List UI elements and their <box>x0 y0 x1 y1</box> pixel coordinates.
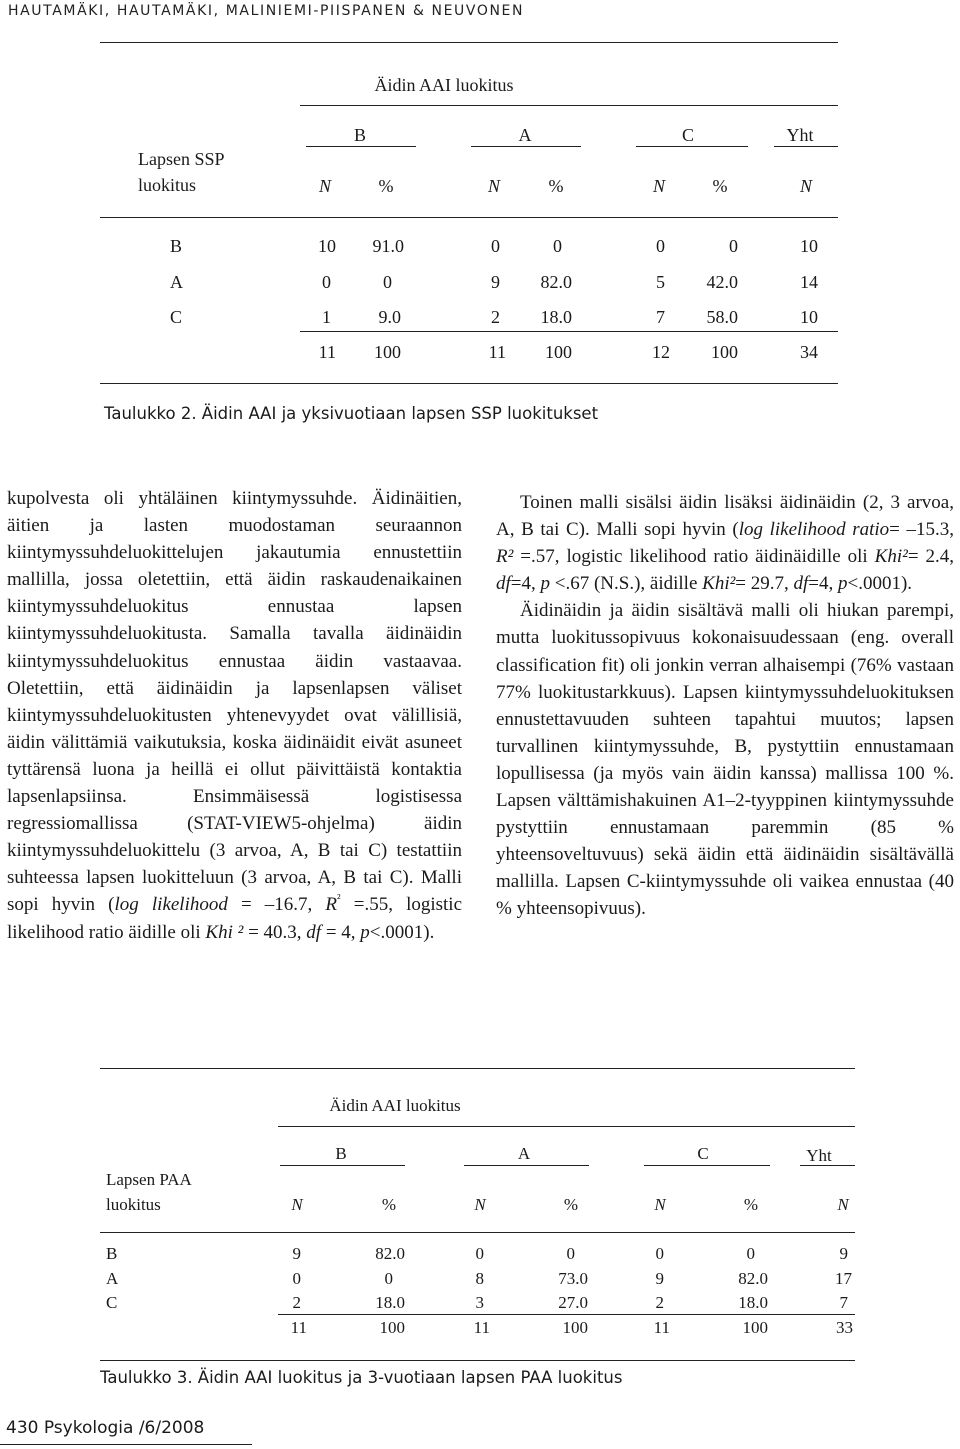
table3-row-header-line1: Lapsen PAA <box>106 1170 192 1189</box>
table-cell: 11 <box>473 1318 490 1337</box>
table-cell: 11 <box>488 342 506 362</box>
table-cell: 3 <box>475 1293 484 1312</box>
table-cell: 58.0 <box>706 307 738 327</box>
table2-subcol-n: N <box>487 176 501 196</box>
table2-group-a: A <box>518 125 532 145</box>
table-cell: 100 <box>711 342 738 362</box>
table-cell: 5 <box>656 272 665 292</box>
table-cell: 14 <box>800 272 818 292</box>
table-cell: 34 <box>800 342 818 362</box>
table-cell: 8 <box>475 1269 484 1288</box>
table2-group-c: C <box>681 125 695 145</box>
table3-row-label: B <box>106 1244 118 1263</box>
table-cell: 2 <box>292 1293 301 1312</box>
table2-subcol-pct: % <box>712 176 728 196</box>
table-cell: 82.0 <box>540 272 572 292</box>
table-cell: 17 <box>835 1269 852 1288</box>
table-cell: 11 <box>653 1318 670 1337</box>
table-cell: 82.0 <box>375 1244 405 1263</box>
table2-row-header-line2: luokitus <box>138 175 197 195</box>
table3-total-rule <box>278 1314 855 1315</box>
table3-subcol-pct: % <box>743 1195 759 1214</box>
table3-subcol-n: N <box>654 1195 666 1214</box>
table3-subcol-n: N <box>837 1195 849 1214</box>
table2-row-label: C <box>170 307 183 327</box>
table-cell: 0 <box>383 272 392 292</box>
table2-title: Äidin AAI luokitus <box>374 75 514 95</box>
table-cell: 0 <box>656 236 665 256</box>
table3-title-rule <box>278 1126 855 1127</box>
table-cell: 9 <box>655 1269 664 1288</box>
table3-subcol-n: N <box>474 1195 486 1214</box>
table-cell: 100 <box>545 342 572 362</box>
table-cell: 73.0 <box>558 1269 588 1288</box>
right-paragraph-1: Toinen malli sisälsi äidin lisäksi äidinäidin (2, 3 arvoa, A, B tai C). Malli sopi hyvin (log likelihood ratio= –15.3, R² =.57, logistic likelihood ratio äidinäidille oli Khi²= 2.4, df=4, p <.67 (N.S.), äidille Khi²= 29.7, df=4, p<.0001). <box>496 492 955 595</box>
table-cell: 10 <box>800 236 818 256</box>
table3-title: Äidin AAI luokitus <box>329 1096 461 1115</box>
right-paragraph-2: Äidinäidin ja äidin sisältävä malli oli hiukan parempi, mutta luokitussopivuus kokonaisuudessaan (eng. overall classification fit) oli jonkin verran alhaisempi (76% vastaan 77% luokitustarkkuus). Lapsen kiintymyssuhdeluokituksen ennustettavuuden suhteen tapahtui muutos; lapsen turvallinen kiintymyssuhde, B, pystyttiin ennustamaan lopullisessa (ja myös vain äidin kanssa) mallissa 100 %. Lapsen välttämishakuinen A1–2-tyyppinen kiintymyssuhde pystyttiin ennustamaan paremmin (85 % yhteensoveltuvuus) sekä äidin että äidinäidin sisältävällä mallilla. Lapsen C-kiintymyssuhde oli vaikea ennustaa (40 % yhteensopivuus). <box>496 600 954 920</box>
table2-row-header-line1: Lapsen SSP <box>138 149 225 169</box>
table-cell: 0 <box>322 272 331 292</box>
table-cell: 0 <box>655 1244 664 1263</box>
table-cell: 0 <box>553 236 562 256</box>
table2-subcol-n: N <box>652 176 666 196</box>
table3-row-label: C <box>106 1293 118 1312</box>
table-cell: 18.0 <box>375 1293 405 1312</box>
table-cell: 10 <box>800 307 818 327</box>
table-cell: 0 <box>566 1244 575 1263</box>
table3-row-header-line2: luokitus <box>106 1195 161 1214</box>
table3-caption: Taulukko 3. Äidin AAI luokitus ja 3-vuotiaan lapsen PAA luokitus <box>100 1368 623 1387</box>
table2-subcol-n: N <box>799 176 813 196</box>
table3-subcol-pct: % <box>563 1195 579 1214</box>
table2-caption: Taulukko 2. Äidin AAI ja yksivuotiaan lapsen SSP luokitukset <box>104 404 599 423</box>
table-cell: 10 <box>318 236 336 256</box>
table2-row-label: B <box>170 236 183 256</box>
table3-group-yht: Yht <box>806 1146 832 1165</box>
table-cell: 33 <box>836 1318 853 1337</box>
table-cell: 7 <box>656 307 665 327</box>
table2-group-yht: Yht <box>786 125 814 145</box>
table-cell: 0 <box>384 1269 393 1288</box>
table-cell: 9.0 <box>378 307 401 327</box>
table-cell: 2 <box>491 307 500 327</box>
table3-subcol-n: N <box>291 1195 303 1214</box>
table-cell: 11 <box>290 1318 307 1337</box>
table3-group-c: C <box>697 1144 709 1163</box>
table-cell: 9 <box>839 1244 848 1263</box>
table-cell: 0 <box>729 236 738 256</box>
table-cell: 100 <box>379 1318 405 1337</box>
table2-subcol-n: N <box>318 176 332 196</box>
table3-subcol-pct: % <box>381 1195 397 1214</box>
table3-group-b: B <box>335 1144 347 1163</box>
left-paragraph: kupolvesta oli yhtäläinen kiintymyssuhde. Äidinäitien, äitien ja lasten muodostaman seuraannon kiintymyssuhdeluokittelujen jakautumia ennustettiin mallilla, jossa oletettiin, että äidin raskaudenaikainen kiintymyssuhdeluokitus ennustaa lapsen kiintymyssuhdeluokitusta. Samalla tavalla äidinäidin kiintymyssuhdeluokitus ennustaa äidin vastaavaa. Oletettiin, että äidinäidin ja lapsenlapsen väliset kiintymyssuhdeluokitusten yhtenevyydet ovat välillisiä, äidin välittämiä vaikutuksia, koska äidinäidit eivät asuneet tyttärensä luona ja heillä ei ollut päivittäistä kontaktia lapsenlapsiinsa. Ensimmäisessä logistisessa regressiomallissa (STAT-VIEW5-ohjelma) äidin kiintymyssuhdeluokittelu (3 arvoa, A, B tai C) testattiin suhteessa lapsen luokitteluun (3 arvoa, A, B tai C). Malli sopi hyvin (log likelihood = –16.7, $R^{^2} =.55$, logistic likelihood ratio äidille oli Khi ² = 40.3, df = 4, p<.0001). <box>7 488 463 943</box>
table3-group-a: A <box>517 1144 531 1163</box>
table-cell: 9 <box>491 272 500 292</box>
table-cell: 42.0 <box>706 272 738 292</box>
table-cell: 18.0 <box>738 1293 768 1312</box>
footer-rule <box>0 1444 252 1445</box>
table-cell: 82.0 <box>738 1269 768 1288</box>
table-cell: 100 <box>742 1318 768 1337</box>
table-cell: 0 <box>746 1244 755 1263</box>
table3-row-label: A <box>106 1269 119 1288</box>
table3-group-rule-b <box>280 1165 405 1166</box>
table-cell: 100 <box>374 342 401 362</box>
table2-row-label: A <box>170 272 183 292</box>
table3-group-rule-a <box>464 1165 589 1166</box>
table2-group-b: B <box>353 125 367 145</box>
table3-header-rule <box>100 1232 855 1233</box>
table-cell: 0 <box>292 1269 301 1288</box>
table-cell: 0 <box>475 1244 484 1263</box>
table-cell: 11 <box>318 342 336 362</box>
table-cell: 1 <box>322 307 331 327</box>
table-cell: 100 <box>562 1318 588 1337</box>
table3-bottom-rule <box>100 1360 855 1361</box>
table-cell: 2 <box>655 1293 664 1312</box>
table-cell: 27.0 <box>558 1293 588 1312</box>
table-cell: 12 <box>652 342 670 362</box>
table-cell: 91.0 <box>372 236 404 256</box>
table-cell: 9 <box>292 1244 301 1263</box>
table3-group-rule-c <box>644 1165 770 1166</box>
table-cell: 7 <box>839 1293 848 1312</box>
footer-page-label: 430 Psykologia /6/2008 <box>6 1418 205 1438</box>
table3-group-rule-yht <box>800 1165 855 1166</box>
table-cell: 0 <box>491 236 500 256</box>
table-cell: 18.0 <box>540 307 572 327</box>
running-head: HAUTAMÄKI, HAUTAMÄKI, MALINIEMI-PIISPANEN & NEUVONEN <box>8 3 525 19</box>
table2-subcol-pct: % <box>378 176 394 196</box>
table2-subcol-pct: % <box>548 176 564 196</box>
